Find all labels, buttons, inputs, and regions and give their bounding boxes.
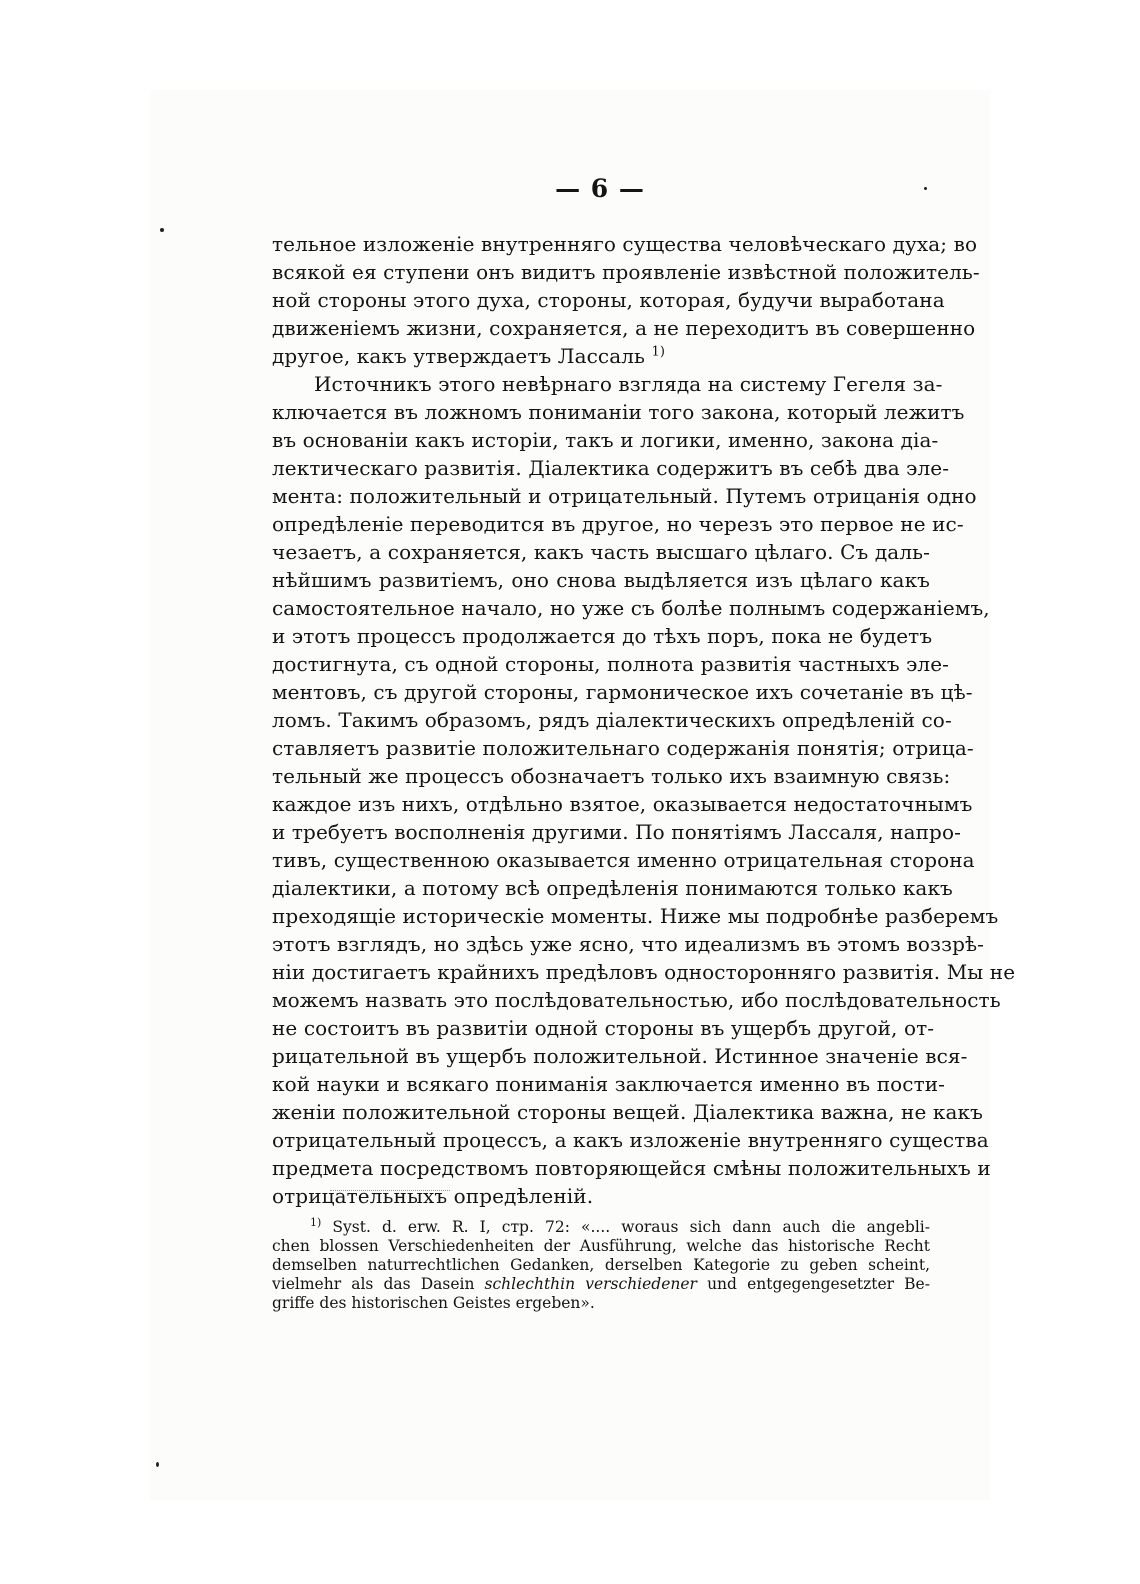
footnote-marker: 1) (310, 1215, 322, 1229)
text-line: діалектики, а потому всѣ опредѣленія понимаются только какъ (272, 876, 953, 900)
footnote-line: demselben naturrechtlichen Gedanken, derselben Kategorie zu geben scheint, (272, 1256, 930, 1274)
page-number: — 6 — (555, 174, 645, 203)
text-line: ной стороны этого духа, стороны, которая, будучи выработана (272, 288, 945, 312)
text-line: движеніемъ жизни, сохраняется, а не переходитъ въ совершенно (272, 316, 976, 340)
scan-speck (160, 228, 164, 232)
text-line: отрицательный процессъ, а какъ изложеніе внутренняго существа (272, 1128, 989, 1152)
text-line: каждое изъ нихъ, отдѣльно взятое, оказывается недостаточнымъ (272, 792, 973, 816)
text-line: ставляетъ развитіе положительнаго содержанія понятія; отрица- (272, 736, 974, 760)
text-line: тельный же процессъ обозначаетъ только ихъ взаимную связь: (272, 764, 951, 788)
text-line: и требуетъ восполненія другими. По понятіямъ Лассаля, напро- (272, 820, 961, 844)
footnote-reference: 1) (651, 344, 666, 360)
footnote-emphasis: schlechthin verschiedener (484, 1275, 697, 1293)
text-line: этотъ взглядъ, но здѣсь уже ясно, что идеализмъ въ этомъ воззрѣ- (272, 932, 984, 956)
paragraph-start-line: Источникъ этого невѣрнаго взгляда на систему Гегеля за- (314, 372, 943, 396)
text-line: ніи достигаетъ крайнихъ предѣловъ односторонняго развитія. Мы не (272, 960, 1016, 984)
text-line: нѣйшимъ развитіемъ, оно снова выдѣляется изъ цѣлаго какъ (272, 568, 930, 592)
scan-speck (924, 187, 927, 190)
footnote (272, 1215, 930, 1313)
text-line: всякой ея ступени онъ видитъ проявленіе извѣстной положитель- (272, 260, 980, 284)
footnote-line: griffe des historischen Geistes ergeben». (272, 1294, 595, 1312)
text-line: опредѣленіе переводится въ другое, но черезъ это первое не ис- (272, 512, 964, 536)
footnote-line-content: Syst. d. erw. R. I, стр. 72: «.... woraus sich dann auch die angebli- (332, 1218, 930, 1236)
text-line: мента: положительный и отрицательный. Путемъ отрицанія одно (272, 484, 977, 508)
main-text (272, 230, 1016, 1210)
footnote-separator (330, 1190, 450, 1191)
text-line: отрицательныхъ опредѣленій. (272, 1184, 594, 1208)
text-line: въ основаніи какъ исторіи, такъ и логики, именно, закона діа- (272, 428, 939, 452)
text-line: тивъ, существенною оказывается именно отрицательная сторона (272, 848, 975, 872)
footnote-line (272, 1215, 930, 1237)
text-line: женіи положительной стороны вещей. Діалектика важна, не какъ (272, 1100, 983, 1124)
text-line: преходящіе историческіе моменты. Ниже мы подробнѣе разберемъ (272, 904, 999, 928)
scan-speck (156, 1462, 159, 1467)
footnote-line (272, 1275, 930, 1294)
text-line: ломъ. Такимъ образомъ, рядъ діалектическихъ опредѣленій со- (272, 708, 952, 732)
text-line: не состоитъ въ развитіи одной стороны въ ущербъ другой, от- (272, 1016, 935, 1040)
footnote-line: chen blossen Verschiedenheiten der Ausführung, welche das historische Recht (272, 1237, 930, 1255)
text-line: тельное изложеніе внутренняго существа человѣческаго духа; во (272, 232, 978, 256)
text-line-content: другое, какъ утверждаетъ Лассаль (272, 344, 646, 368)
footnote-text: und entgegengesetzter Be- (707, 1275, 930, 1293)
text-line: достигнута, съ одной стороны, полнота развитія частныхъ эле- (272, 652, 950, 676)
text-line: чезаетъ, а сохраняется, какъ часть высшаго цѣлаго. Съ даль- (272, 540, 930, 564)
text-line: ментовъ, съ другой стороны, гармоническое ихъ сочетаніе въ цѣ- (272, 680, 973, 704)
text-line: можемъ назвать это послѣдовательностью, ибо послѣдовательность (272, 988, 1001, 1012)
text-line: и этотъ процессъ продолжается до тѣхъ поръ, пока не будетъ (272, 624, 933, 648)
text-line: предмета посредствомъ повторяющейся смѣны положительныхъ и (272, 1156, 991, 1180)
text-line: кой науки и всякаго пониманія заключается именно въ пости- (272, 1072, 946, 1096)
footnote-text: vielmehr als das Dasein (272, 1275, 475, 1293)
text-line: рицательной въ ущербъ положительной. Истинное значеніе вся- (272, 1044, 968, 1068)
text-line (272, 342, 930, 370)
text-line: лектическаго развитія. Діалектика содержитъ въ себѣ два эле- (272, 456, 950, 480)
text-line: самостоятельное начало, но уже съ болѣе полнымъ содержаніемъ, (272, 596, 990, 620)
text-line: ключается въ ложномъ пониманіи того закона, который лежитъ (272, 400, 965, 424)
